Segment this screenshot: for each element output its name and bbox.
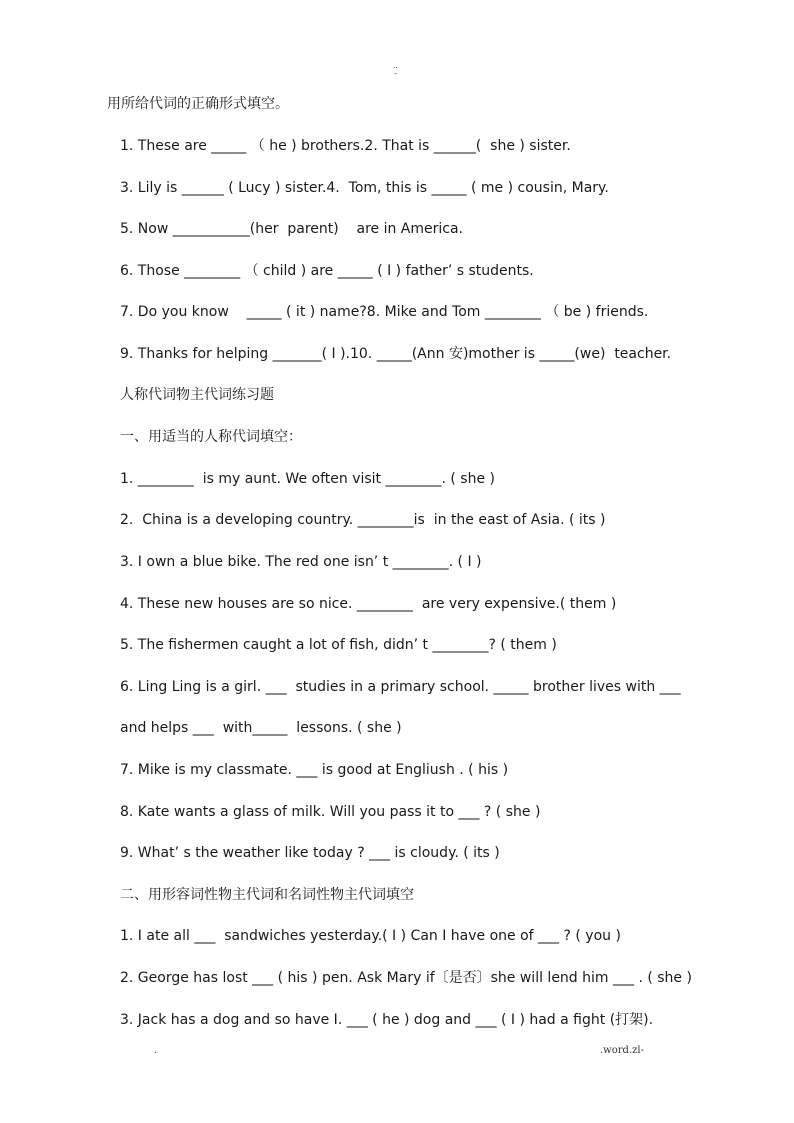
exercise-line: 3. I own a blue bike. The red one isn’ t ________. ( I ) bbox=[120, 554, 482, 570]
exercise-line: 1. I ate all ___ sandwiches yesterday.( I ) Can I have one of ___ ? ( you ) bbox=[120, 928, 621, 944]
exercise-line: 7. Mike is my classmate. ___ is good at Engliush . ( his ) bbox=[120, 762, 509, 778]
exercise-line: and helps ___ with_____ lessons. ( she ) bbox=[120, 720, 402, 736]
section-title: 人称代词物主代词练习题 bbox=[120, 387, 274, 403]
exercise-line: 3. Jack has a dog and so have I. ___ ( he ) dog and ___ ( I ) had a fight (打架). bbox=[120, 1012, 654, 1028]
exercise-line: 8. Kate wants a glass of milk. Will you pass it to ___ ? ( she ) bbox=[120, 804, 541, 820]
exercise-line: 4. These new houses are so nice. ________ are very expensive.( them ) bbox=[120, 596, 617, 612]
exercise-line: 6. Ling Ling is a girl. ___ studies in a primary school. _____ brother lives with ___ bbox=[120, 679, 681, 695]
footer-right-mark: .word.zl- bbox=[600, 1045, 644, 1056]
exercise-line: 7. Do you know _____ ( it ) name?8. Mike and Tom ________ （ be ) friends. bbox=[120, 304, 649, 320]
exercise-line: 2. George has lost ___ ( his ) pen. Ask Mary if〔是否〕she will lend him ___ . ( she ) bbox=[120, 970, 692, 986]
exercise-line: 1. These are _____ （ he ) brothers.2. That is ______( she ) sister. bbox=[120, 138, 571, 154]
exercise-line: 9. What’ s the weather like today ? ___ is cloudy. ( its ) bbox=[120, 845, 500, 861]
section-heading-2: 二、用形容词性物主代词和名词性物主代词填空 bbox=[120, 887, 414, 903]
exercise-line: 1. ________ is my aunt. We often visit ________. ( she ) bbox=[120, 471, 495, 487]
exercise-line: 2. China is a developing country. ________is in the east of Asia. ( its ) bbox=[120, 512, 606, 528]
exercise-line: 6. Those ________ （ child ) are _____ ( I ) father’ s students. bbox=[120, 263, 534, 279]
exercise-line: 3. Lily is ______ ( Lucy ) sister.4. Tom, this is _____ ( me ) cousin, Mary. bbox=[120, 180, 609, 196]
footer-left-mark: . bbox=[154, 1046, 157, 1056]
header-mark: .. - bbox=[393, 61, 399, 78]
exercise-line: 5. Now ___________(her parent) are in America. bbox=[120, 221, 464, 237]
section-heading-1: 一、用适当的人称代词填空： bbox=[120, 429, 302, 445]
exercise-line: 5. The fishermen caught a lot of fish, didn’ t ________? ( them ) bbox=[120, 637, 557, 653]
instruction-heading: 用所给代词的正确形式填空。 bbox=[107, 96, 289, 112]
exercise-line: 9. Thanks for helping _______( I ).10. _____(Ann 安)mother is _____(we) teacher. bbox=[120, 346, 672, 362]
